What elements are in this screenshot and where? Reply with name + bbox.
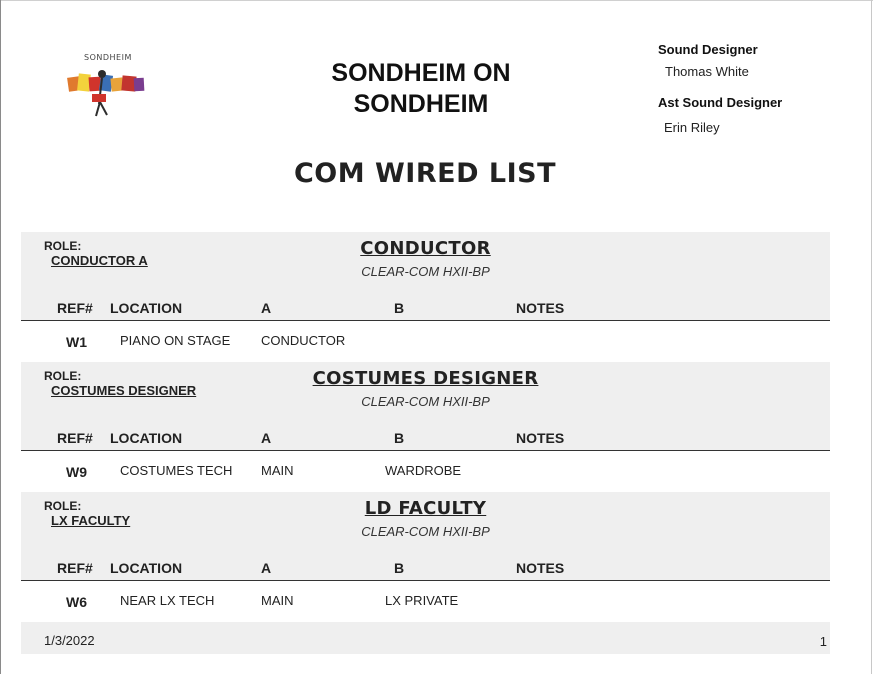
crew-name-ast-sound-designer: Erin Riley <box>664 120 720 135</box>
device-model: CLEAR-COM HXII-BP <box>361 524 490 539</box>
show-logo <box>62 50 150 124</box>
section-header <box>21 362 830 451</box>
section-title: COSTUMES DESIGNER <box>312 368 539 389</box>
col-header-b: B <box>394 430 405 446</box>
page-border-right <box>871 0 872 674</box>
section-title: CONDUCTOR <box>360 238 491 259</box>
cell-a: MAIN <box>261 463 294 478</box>
cell-b: WARDROBE <box>385 463 462 478</box>
role-label: ROLE: <box>44 369 82 383</box>
section-header <box>21 492 830 581</box>
role-label: ROLE: <box>44 499 82 513</box>
role-name: LX FACULTY <box>51 513 131 528</box>
crew-block <box>658 42 782 135</box>
col-header-a: A <box>261 430 272 446</box>
crew-name-sound-designer: Thomas White <box>665 64 749 79</box>
table-row <box>21 321 830 361</box>
role-label: ROLE: <box>44 239 82 253</box>
col-header-notes: NOTES <box>516 560 565 576</box>
cell-location: PIANO ON STAGE <box>120 333 231 348</box>
footer-date: 1/3/2022 <box>44 633 95 648</box>
cell-ref: W9 <box>66 464 87 480</box>
col-header-a: A <box>261 560 272 576</box>
cell-ref: W1 <box>66 334 87 350</box>
col-header-a: A <box>261 300 272 316</box>
cell-location: COSTUMES TECH <box>120 463 233 478</box>
crew-label-ast-sound-designer: Ast Sound Designer <box>658 95 783 110</box>
section-ld-faculty <box>21 492 830 621</box>
section-title: LD FACULTY <box>364 498 487 519</box>
col-header-ref: REF# <box>57 560 93 576</box>
section-costumes-designer <box>21 362 830 491</box>
logo-small-text: SONDHEIM <box>84 53 132 62</box>
col-header-notes: NOTES <box>516 430 565 446</box>
col-header-b: B <box>394 300 405 316</box>
section-conductor <box>21 232 830 361</box>
list-title: COM WIRED LIST <box>293 158 557 189</box>
col-header-location: LOCATION <box>110 560 183 576</box>
crew-label-sound-designer: Sound Designer <box>658 42 758 57</box>
role-name: CONDUCTOR A <box>51 253 148 268</box>
col-header-notes: NOTES <box>516 300 565 316</box>
section-header <box>21 232 830 321</box>
col-header-b: B <box>394 560 405 576</box>
col-header-ref: REF# <box>57 430 93 446</box>
cell-b: LX PRIVATE <box>385 593 459 608</box>
cell-a: CONDUCTOR <box>261 333 346 348</box>
table-row <box>21 451 830 491</box>
device-model: CLEAR-COM HXII-BP <box>361 394 490 409</box>
page-footer <box>21 622 830 654</box>
footer-page-number: 1 <box>819 634 827 649</box>
cell-a: MAIN <box>261 593 294 608</box>
cell-location: NEAR LX TECH <box>120 593 215 608</box>
col-header-location: LOCATION <box>110 300 183 316</box>
role-name: COSTUMES DESIGNER <box>51 383 197 398</box>
page-border-left <box>0 0 1 674</box>
table-row <box>21 581 830 621</box>
show-title: SONDHEIM ON SONDHEIM <box>331 59 511 118</box>
device-model: CLEAR-COM HXII-BP <box>361 264 490 279</box>
col-header-ref: REF# <box>57 300 93 316</box>
col-header-location: LOCATION <box>110 430 183 446</box>
cell-ref: W6 <box>66 594 87 610</box>
page-border-top <box>0 0 873 1</box>
